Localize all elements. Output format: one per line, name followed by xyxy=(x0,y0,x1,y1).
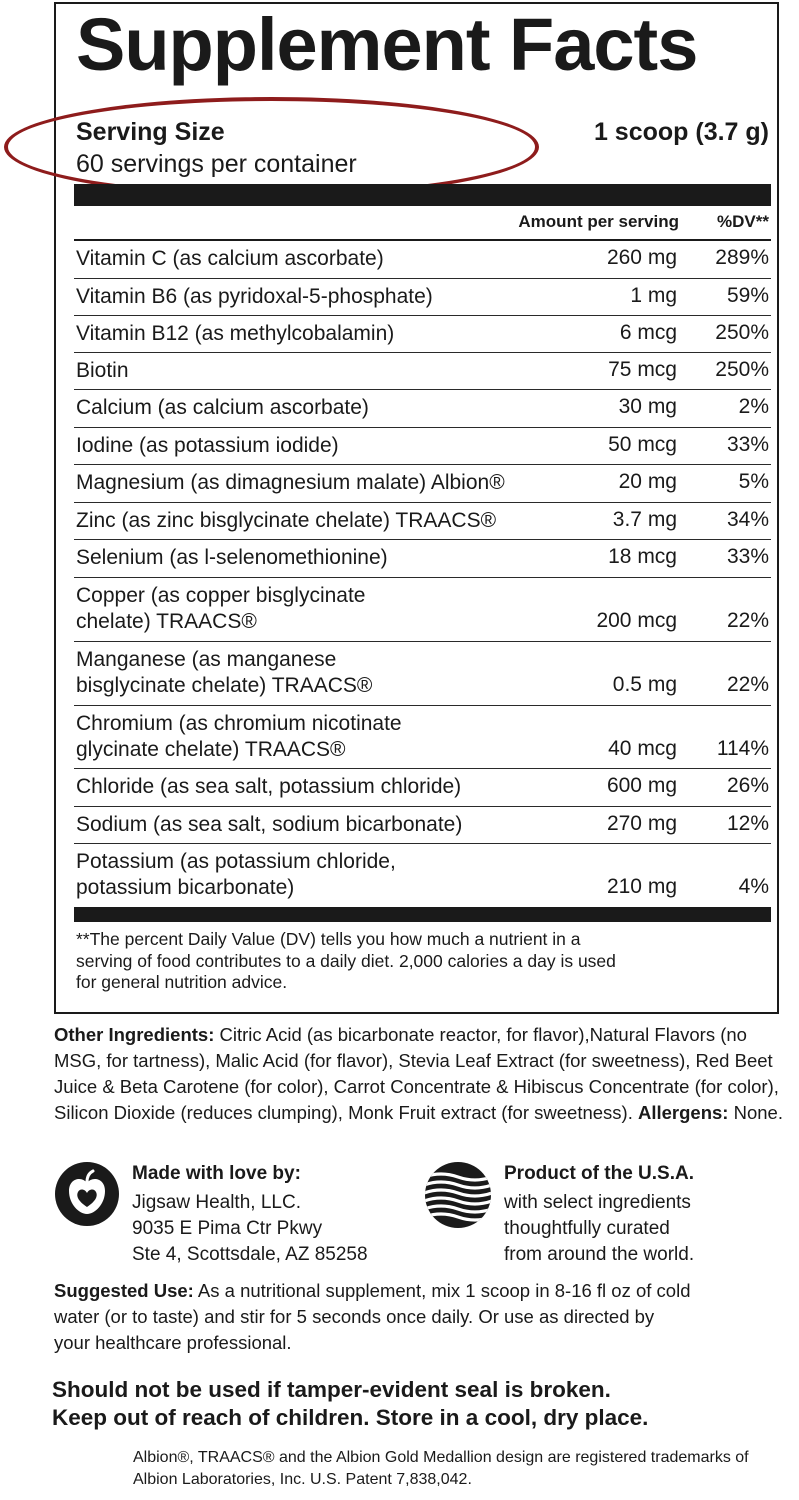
nutrient-row xyxy=(74,503,771,540)
nutrient-row xyxy=(74,428,771,465)
nutrient-name: Vitamin C (as calcium ascorbate) xyxy=(76,247,384,270)
nutrient-row xyxy=(74,465,771,503)
usa-flag-icon xyxy=(424,1161,492,1229)
nutrient-name: Potassium (as potassium chloride, potassium bicarbonate) xyxy=(76,850,396,899)
made-by-line: Ste 4, Scottsdale, AZ 85258 xyxy=(132,1244,368,1265)
nutrient-dv: 33% xyxy=(726,545,769,568)
product-of-usa-text xyxy=(504,1190,694,1268)
nutrient-dv: 59% xyxy=(726,284,769,307)
nutrient-name: Sodium (as sea salt, sodium bicarbonate) xyxy=(76,813,463,836)
nutrient-row xyxy=(74,279,771,316)
nutrient-dv: 12% xyxy=(726,812,769,835)
servings-per-container: 60 servings per container xyxy=(76,150,357,178)
nutrient-name: Vitamin B6 (as pyridoxal-5-phosphate) xyxy=(76,285,433,308)
highlight-oval xyxy=(4,97,539,197)
other-ingredients-text: Citric Acid (as bicarbonate reactor, for flavor),Natural Flavors (no MSG, for tartness), Malic Acid (for flavor), Stevia Leaf Extract (for sweetness), Red Beet Juice & Beta Carotene (for color), Carrot Concentrate & Hibiscus Concentrate (for color), Silicon Dioxide (reduces clumping), Monk Fruit extract (for sweetness). xyxy=(54,1024,779,1123)
nutrient-dv: 34% xyxy=(726,508,769,531)
nutrient-row xyxy=(74,844,771,907)
warning-line: Keep out of reach of children. Store in a cool, dry place. xyxy=(52,1405,649,1430)
nutrient-dv: 2% xyxy=(738,395,769,418)
nutrient-dv: 114% xyxy=(716,737,769,760)
nutrient-name: Selenium (as l-selenomethionine) xyxy=(76,546,388,569)
nutrient-row xyxy=(74,241,771,279)
warning-statement xyxy=(52,1376,792,1432)
nutrient-amount: 30 mg xyxy=(618,395,677,418)
made-with-love-title: Made with love by: xyxy=(132,1163,301,1184)
nutrient-amount: 75 mcg xyxy=(608,358,677,381)
nutrient-row xyxy=(74,578,771,642)
nutrient-amount: 260 mg xyxy=(606,246,677,269)
nutrient-amount: 0.5 mg xyxy=(612,673,677,696)
nutrient-dv: 26% xyxy=(726,774,769,797)
nutrient-name: Copper (as copper bisglycinate chelate) TRAACS® xyxy=(76,584,366,633)
nutrient-row xyxy=(74,807,771,844)
nutrient-row xyxy=(74,390,771,428)
apple-heart-icon xyxy=(54,1161,120,1227)
nutrient-name: Manganese (as manganese bisglycinate chelate) TRAACS® xyxy=(76,648,373,697)
suggested-use xyxy=(54,1278,694,1356)
nutrient-row xyxy=(74,706,771,769)
nutrient-amount: 18 mcg xyxy=(608,545,677,568)
warning-line: Should not be used if tamper-evident seal is broken. xyxy=(52,1377,611,1402)
thick-divider xyxy=(74,184,771,206)
made-by-address xyxy=(132,1190,368,1268)
nutrient-amount: 600 mg xyxy=(606,774,677,797)
nutrient-amount: 270 mg xyxy=(606,812,677,835)
nutrient-amount: 200 mcg xyxy=(596,609,677,632)
nutrient-amount: 20 mg xyxy=(618,470,677,493)
nutrient-dv: 5% xyxy=(738,470,769,493)
nutrient-row xyxy=(74,316,771,353)
dv-footnote: **The percent Daily Value (DV) tells you how much a nutrient in a serving of food contributes to a daily diet. 2,000 calories a day is used for general nutrition advice. xyxy=(76,929,616,992)
nutrient-name: Chromium (as chromium nicotinate glycinate chelate) TRAACS® xyxy=(76,712,402,761)
bottom-thick-divider xyxy=(74,907,771,922)
nutrient-row xyxy=(74,540,771,578)
product-of-usa-title: Product of the U.S.A. xyxy=(504,1163,694,1184)
product-of-line: thoughtfully curated xyxy=(504,1218,670,1239)
nutrient-name: Magnesium (as dimagnesium malate) Albion® xyxy=(76,471,505,494)
nutrient-row xyxy=(74,642,771,706)
nutrient-amount: 1 mg xyxy=(630,284,677,307)
suggested-use-label: Suggested Use: xyxy=(54,1280,194,1301)
allergens-label: Allergens: xyxy=(637,1102,729,1123)
suggested-use-text: As a nutritional supplement, mix 1 scoop in 8-16 fl oz of cold water (or to taste) and stir for 5 seconds once daily. Or use as directed by your healthcare professional. xyxy=(54,1280,691,1353)
panel-title: Supplement Facts xyxy=(76,3,698,86)
nutrient-amount: 50 mcg xyxy=(608,433,677,456)
nutrient-name: Chloride (as sea salt, potassium chloride) xyxy=(76,775,462,798)
made-by-line: 9035 E Pima Ctr Pkwy xyxy=(132,1218,323,1239)
nutrient-dv: 250% xyxy=(715,321,769,344)
other-ingredients xyxy=(54,1022,784,1126)
nutrient-dv: 4% xyxy=(738,875,769,898)
nutrient-amount: 6 mcg xyxy=(619,321,677,344)
serving-size-value: 1 scoop (3.7 g) xyxy=(593,118,769,146)
product-of-line: from around the world. xyxy=(504,1244,695,1265)
amount-per-serving-header: Amount per serving xyxy=(518,212,679,231)
nutrient-dv: 22% xyxy=(726,609,769,632)
other-ingredients-label: Other Ingredients: xyxy=(54,1024,215,1045)
nutrient-name: Zinc (as zinc bisglycinate chelate) TRAACS® xyxy=(76,509,497,532)
nutrient-amount: 210 mg xyxy=(606,875,677,898)
nutrient-name: Calcium (as calcium ascorbate) xyxy=(76,396,369,419)
nutrient-name: Vitamin B12 (as methylcobalamin) xyxy=(76,322,395,345)
nutrient-amount: 3.7 mg xyxy=(612,508,677,531)
nutrient-dv: 289% xyxy=(715,246,769,269)
product-of-line: with select ingredients xyxy=(504,1192,691,1213)
daily-value-header: %DV** xyxy=(717,212,769,231)
allergens-text: None. xyxy=(728,1102,783,1123)
trademark-notice: Albion®, TRAACS® and the Albion Gold Medallion design are registered trademarks of Albion Laboratories, Inc. U.S. Patent 7,838,042. xyxy=(133,1449,749,1488)
nutrient-dv: 22% xyxy=(726,673,769,696)
nutrient-row xyxy=(74,353,771,390)
made-by-line: Jigsaw Health, LLC. xyxy=(132,1192,301,1213)
nutrient-row xyxy=(74,769,771,807)
nutrient-name: Iodine (as potassium iodide) xyxy=(76,434,339,457)
serving-size-label: Serving Size xyxy=(76,118,225,146)
nutrient-dv: 250% xyxy=(715,358,769,381)
nutrient-dv: 33% xyxy=(726,433,769,456)
supplement-facts-panel xyxy=(54,2,779,1014)
nutrient-amount: 40 mcg xyxy=(608,737,677,760)
nutrient-name: Biotin xyxy=(76,359,129,382)
